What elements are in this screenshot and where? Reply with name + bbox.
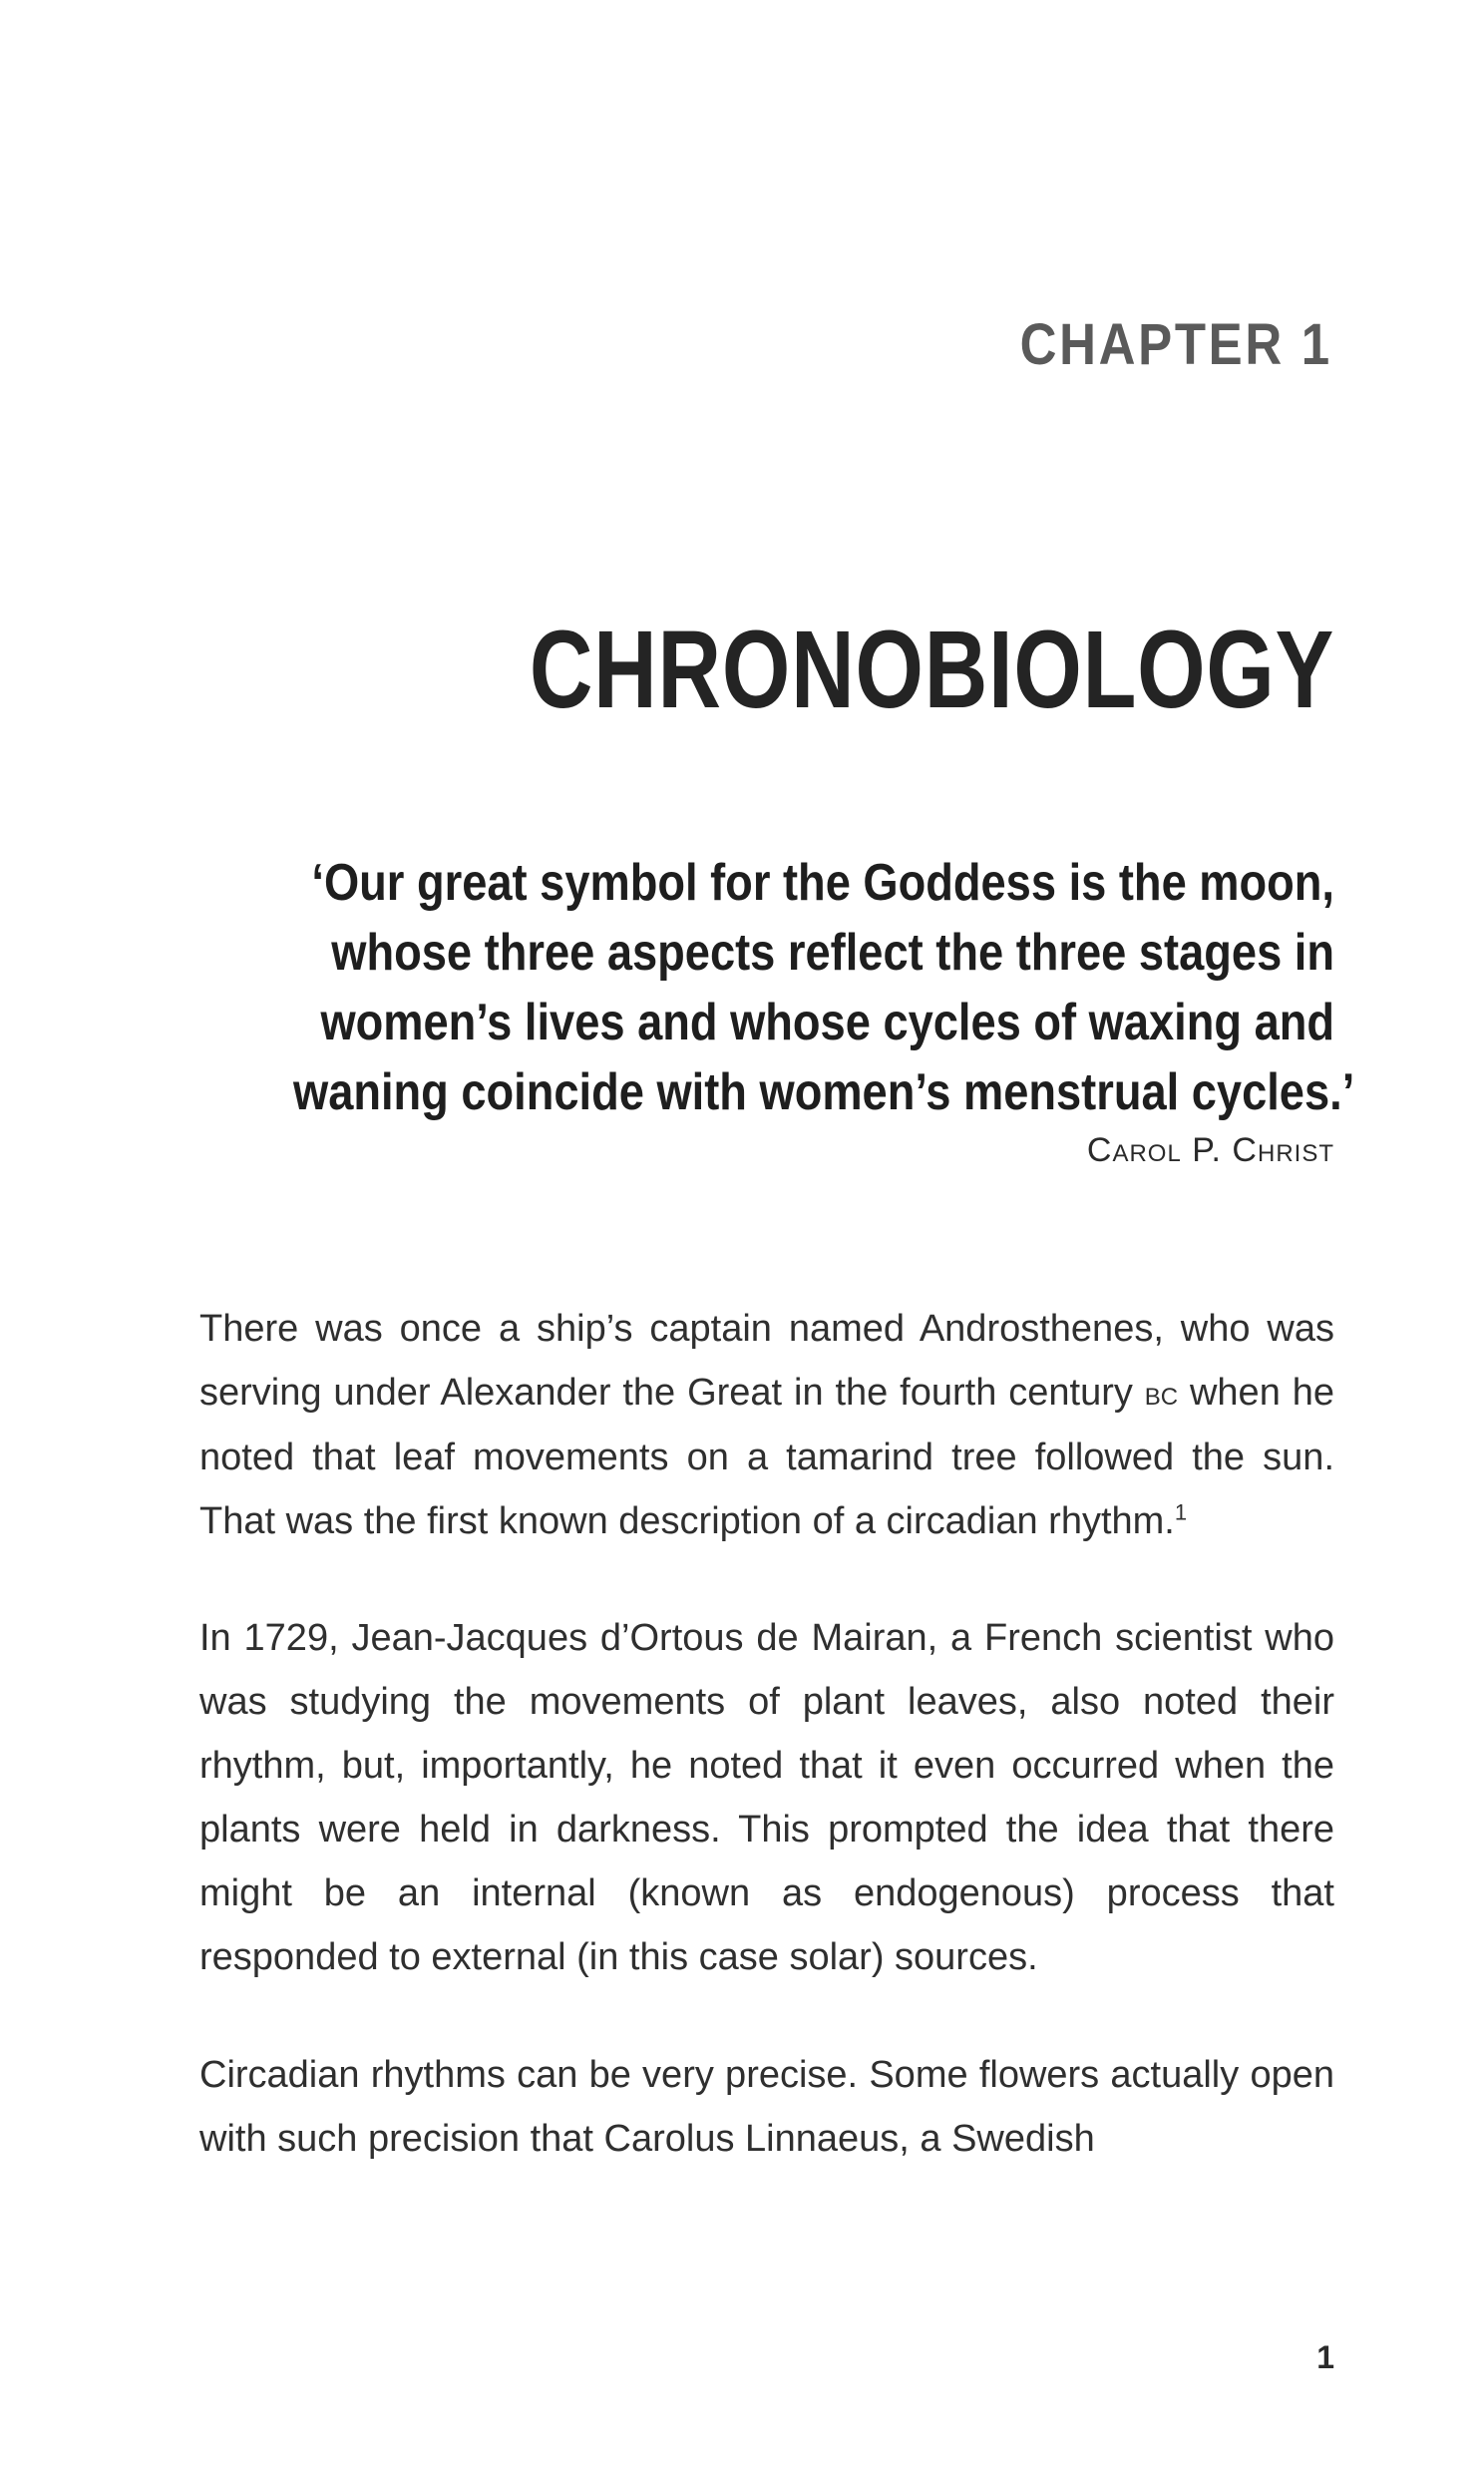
body-paragraph-2: In 1729, Jean-Jacques d’Ortous de Mairan, a French scientist who was studying the movements of plant leaves, also noted their rhythm, but, importantly, he noted that it even occurred when the plants were held in darkness. This prompted the idea that there might be an internal (known as endogenous) process that responded to external (in this case solar) sources.: [199, 1617, 1334, 1978]
footnote-marker[interactable]: 1: [1174, 1499, 1188, 1525]
paragraph-text: when he noted that leaf movements on a tamarind tree followed the sun. That was the first known description of a circadian rhythm.: [199, 1372, 1334, 1542]
epigraph-attribution: Carol P. Christ: [1086, 1131, 1334, 1169]
epigraph-quote: [138, 848, 1355, 1127]
chapter-title: CHRONOBIOLOGY: [529, 609, 1334, 731]
epigraph-line: ‘Our great symbol for the Goddess is the moon,: [311, 854, 1334, 912]
era-abbreviation: bc: [1144, 1375, 1179, 1413]
page-number: 1: [1316, 2339, 1334, 2375]
body-paragraph-3: Circadian rhythms can be very precise. Some flowers actually open with such precision that Carolus Linnaeus, a Swedish: [199, 2054, 1334, 2160]
epigraph: [138, 848, 1355, 1170]
chapter-label: CHAPTER 1: [1019, 312, 1332, 377]
epigraph-line: women’s lives and whose cycles of waxing and: [320, 994, 1334, 1051]
body-paragraph-1: [199, 1297, 1334, 1553]
epigraph-line: whose three aspects reflect the three stages in: [331, 924, 1334, 982]
paragraph-text: There was once a ship’s captain named Androsthenes, who was serving under Alexander the Great in the fourth century: [199, 1308, 1334, 1414]
epigraph-line: waning coincide with women’s menstrual cycles.’: [293, 1063, 1355, 1121]
